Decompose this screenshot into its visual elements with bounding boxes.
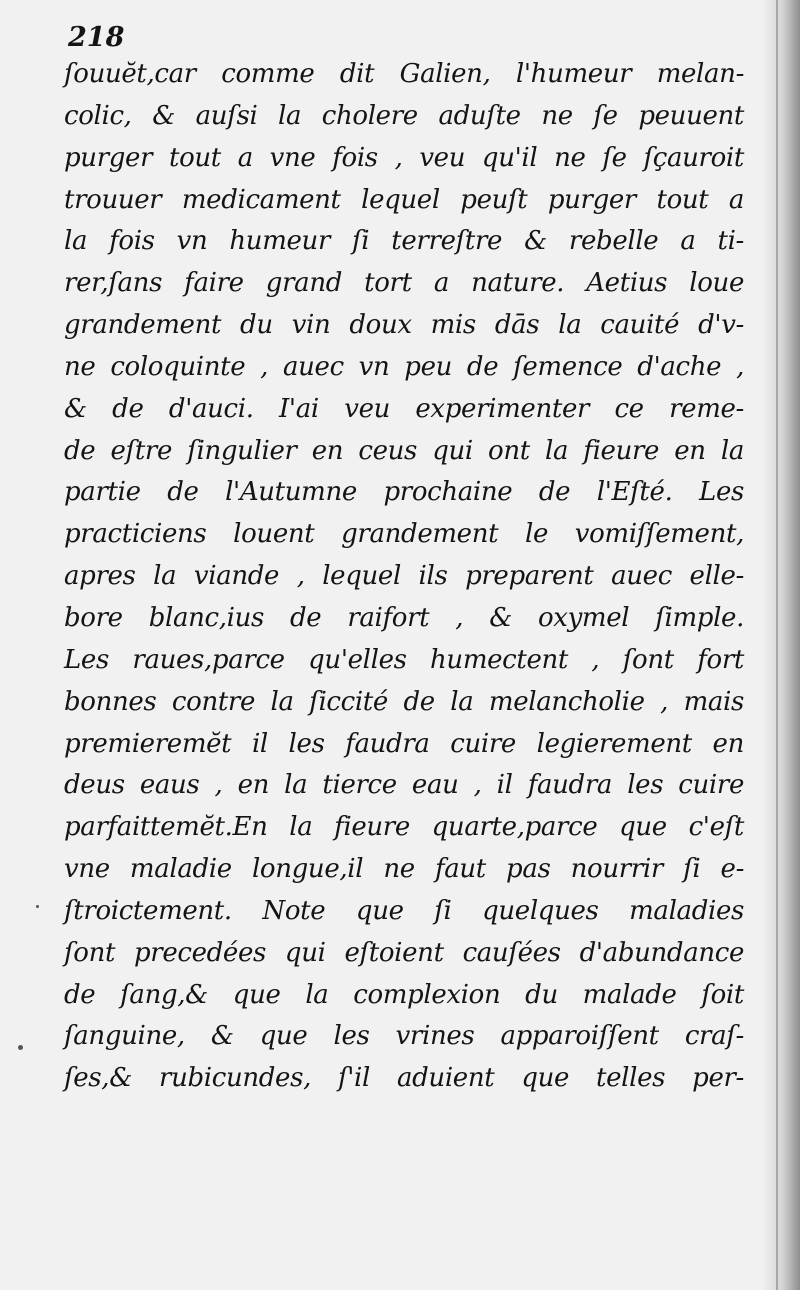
text-line: parfaittemĕt.En la fieure quarte,parce que c'eſt [64,812,744,843]
text-line: premieremĕt il les faudra cuire legierement en [64,728,744,759]
text-line: Les raues,parce qu'elles humectent , ſont fort [64,644,744,675]
page-edge [776,0,778,1290]
text-line: ſanguine, & que les vrines apparoiſſent craſ- [64,1021,744,1052]
text-line: & de d'auci. I'ai veu experimenter ce reme- [64,393,744,424]
text-line: ſtroictement. Note que ſi quelques maladies [64,895,744,926]
page-gutter-shadow [762,0,800,1290]
text-line: purger tout a vne fois , veu qu'il ne ſe ſçauroit [64,142,744,173]
text-line: ſes,& rubicundes, ſ'il aduient que telles per- [64,1063,744,1094]
text-line: apres la viande , lequel ils preparent auec elle- [64,561,744,592]
text-line: ſont precedées qui eſtoient cauſées d'abundance [64,937,744,968]
text-line: ſouuĕt,car comme dit Galien, l'humeur melan- [64,59,744,89]
text-line: trouuer medicament lequel peuſt purger tout a [64,184,744,215]
text-line: de ſang,& que la complexion du malade ſoit [64,979,744,1010]
text-line: de eſtre ſingulier en ceus qui ont la fieure en la [64,435,744,466]
ink-speck [36,905,39,908]
text-line: practiciens louent grandement le vomiſſement, [64,519,744,550]
text-line: rer,ſans faire grand tort a nature. Aetius loue [64,268,744,299]
text-line: bonnes contre la ſiccité de la melancholie , mais [64,686,744,717]
text-line: grandement du vin doux mis dās la cauité d'v- [64,310,744,341]
text-line: deus eaus , en la tierce eau , il faudra les cuire [64,770,744,801]
text-line: vne maladie longue,il ne faut pas nourrir ſi e- [64,854,744,885]
page-number: 218 [68,22,125,53]
page-text [64,54,744,1100]
text-line: colic, & auſsi la cholere aduſte ne ſe peuuent [64,100,744,131]
text-line: partie de l'Autumne prochaine de l'Eſté. Les [64,477,744,508]
text-line: la fois vn humeur ſi terreſtre & rebelle a ti- [64,226,744,257]
ink-speck [18,1045,23,1050]
text-line: bore blanc,ius de raifort , & oxymel ſimple. [64,602,744,633]
text-line: ne coloquinte , auec vn peu de ſemence d'ache , [64,351,744,382]
